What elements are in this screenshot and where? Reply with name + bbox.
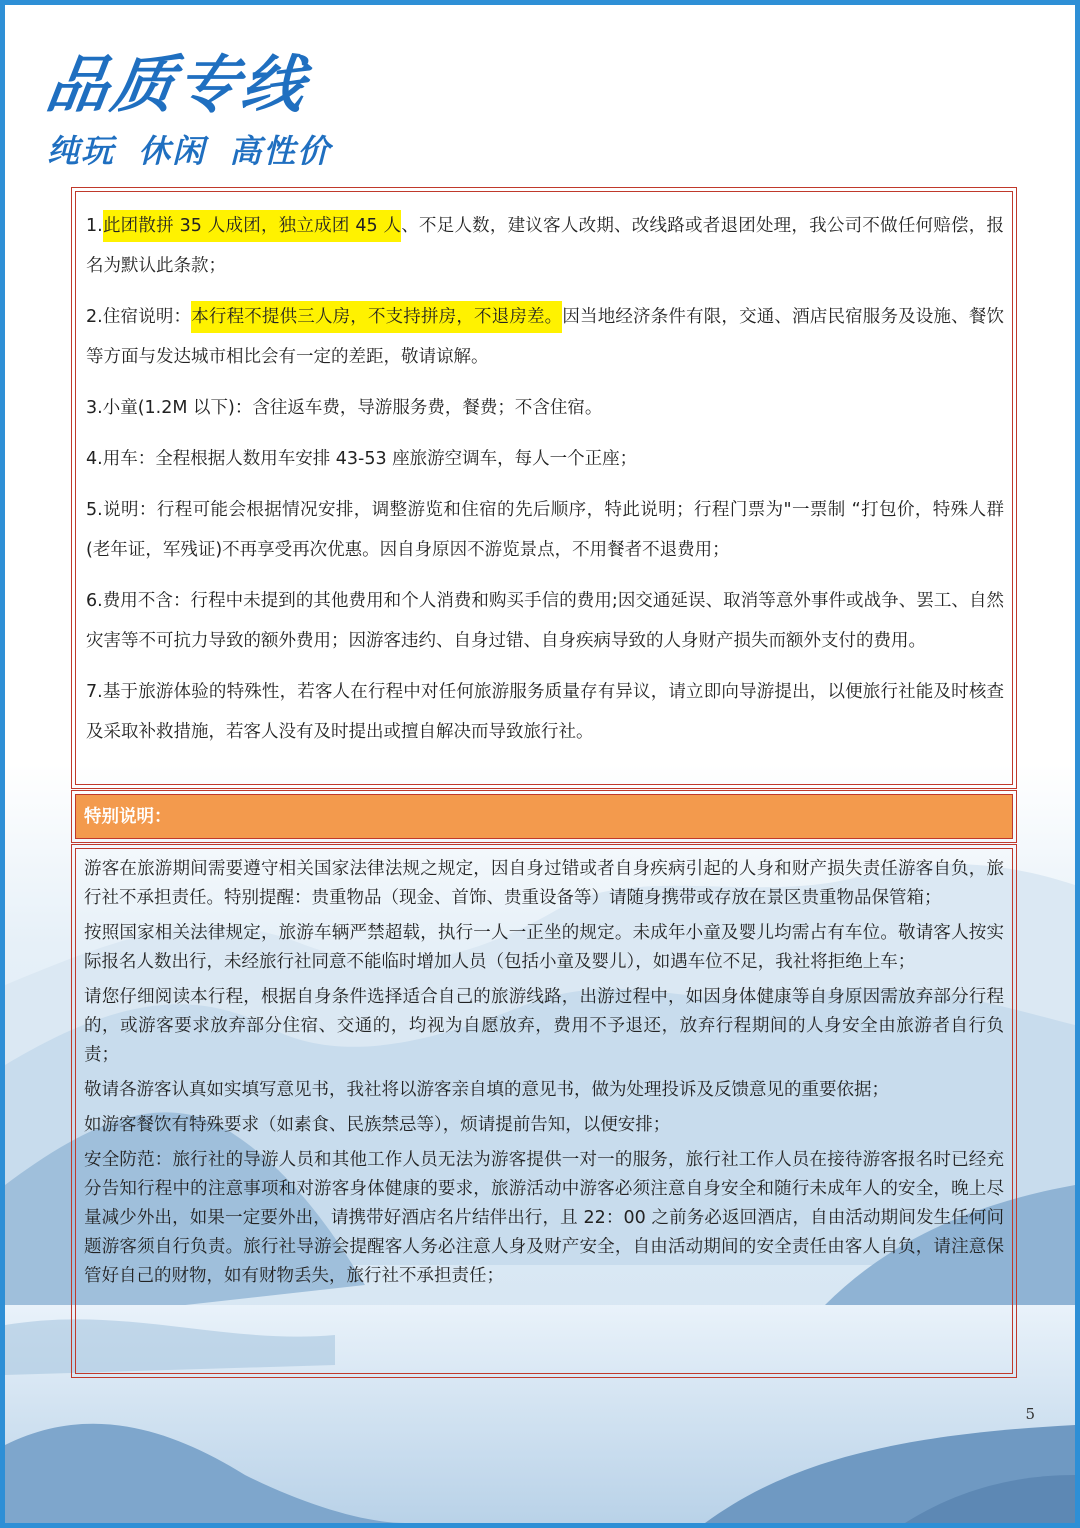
term-item: 4.用车：全程根据人数用车安排 43-53 座旅游空调车，每人一个正座； <box>86 449 638 469</box>
term-item: 5.说明：行程可能会根据情况安排，调整游览和住宿的先后顺序，特此说明；行程门票为"一票制 “打包价，特殊人群(老年证，军残证)不再享受再次优惠。因自身原因不游览景点，不用餐者不退费用； <box>86 500 1004 560</box>
note-item: 游客在旅游期间需要遵守相关国家法律法规之规定，因自身过错或者自身疾病引起的人身和财产损失责任游客自负，旅行社不承担责任。特别提醒：贵重物品（现金、首饰、贵重设备等）请随身携带或存放在景区贵重物品保管箱； <box>84 859 1004 908</box>
brand-title: 品质专线 <box>41 48 313 121</box>
note-item: 如游客餐饮有特殊要求（如素食、民族禁忌等），烦请提前告知，以便安排； <box>84 1115 671 1135</box>
special-heading-bar <box>71 790 1017 843</box>
note-item: 安全防范：旅行社的导游人员和其他工作人员无法为游客提供一对一的服务，旅行社工作人员在接待游客报名时已经充分告知行程中的注意事项和对游客身体健康的要求，旅游活动中游客必须注意自身安全和随行未成年人的安全，晚上尽量减少外出，如果一定要外出，请携带好酒店名片结伴出行，且 22：00 之前务必返回酒店，自由活动期间发生任何问题游客须自行负责。旅行社导游会提醒客人务必注意人身及财产安全，自由活动期间的安全责任由客人自负，请注意保管好自己的财物，如有财物丢失，旅行社不承担责任； <box>84 1150 1004 1286</box>
special-notes-box <box>71 844 1017 1378</box>
term-item: 3.小童(1.2M 以下)：含往返车费，导游服务费，餐费；不含住宿。 <box>86 398 603 418</box>
term-item: 1.此团散拼 35 人成团，独立成团 45 人、不足人数，建议客人改期、改线路或者退团处理，我公司不做任何赔偿，报名为默认此条款； <box>86 206 1004 286</box>
highlight: 此团散拼 35 人成团，独立成团 45 人 <box>103 210 402 242</box>
special-heading: 特别说明： <box>84 807 172 827</box>
term-item: 2.住宿说明：本行程不提供三人房，不支持拼房，不退房差。因当地经济条件有限，交通、酒店民宿服务及设施、餐饮等方面与发达城市相比会有一定的差距，敬请谅解。 <box>86 297 1004 377</box>
note-item: 按照国家相关法律规定，旅游车辆严禁超载，执行一人一正坐的规定。未成年小童及婴儿均需占有车位。敬请客人按实际报名人数出行，未经旅行社同意不能临时增加人员（包括小童及婴儿），如遇车位不足，我社将拒绝上车； <box>84 923 1004 972</box>
page-number: 5 <box>1025 1405 1035 1423</box>
note-item: 请您仔细阅读本行程，根据自身条件选择适合自己的旅游线路，出游过程中，如因身体健康等自身原因需放弃部分行程的，或游客要求放弃部分住宿、交通的，均视为自愿放弃，费用不予退还，放弃行程期间的人身安全由旅游者自行负责； <box>84 987 1004 1065</box>
highlight: 本行程不提供三人房，不支持拼房，不退房差。 <box>191 301 562 333</box>
note-item: 敬请各游客认真如实填写意见书，我社将以游客亲自填的意见书，做为处理投诉及反馈意见的重要依据； <box>84 1080 889 1100</box>
term-item: 7.基于旅游体验的特殊性，若客人在行程中对任何旅游服务质量存有异议，请立即向导游提出，以便旅行社能及时核查及采取补救措施，若客人没有及时提出或擅自解决而导致旅行社。 <box>86 682 1004 742</box>
term-item: 6.费用不含：行程中未提到的其他费用和个人消费和购买手信的费用;因交通延误、取消等意外事件或战争、罢工、自然灾害等不可抗力导致的额外费用；因游客违约、自身过错、自身疾病导致的人身财产损失而额外支付的费用。 <box>86 591 1004 651</box>
header <box>41 48 332 171</box>
brand-subtitle: 纯玩 休闲 高性价 <box>47 132 332 170</box>
terms-box <box>71 187 1017 789</box>
